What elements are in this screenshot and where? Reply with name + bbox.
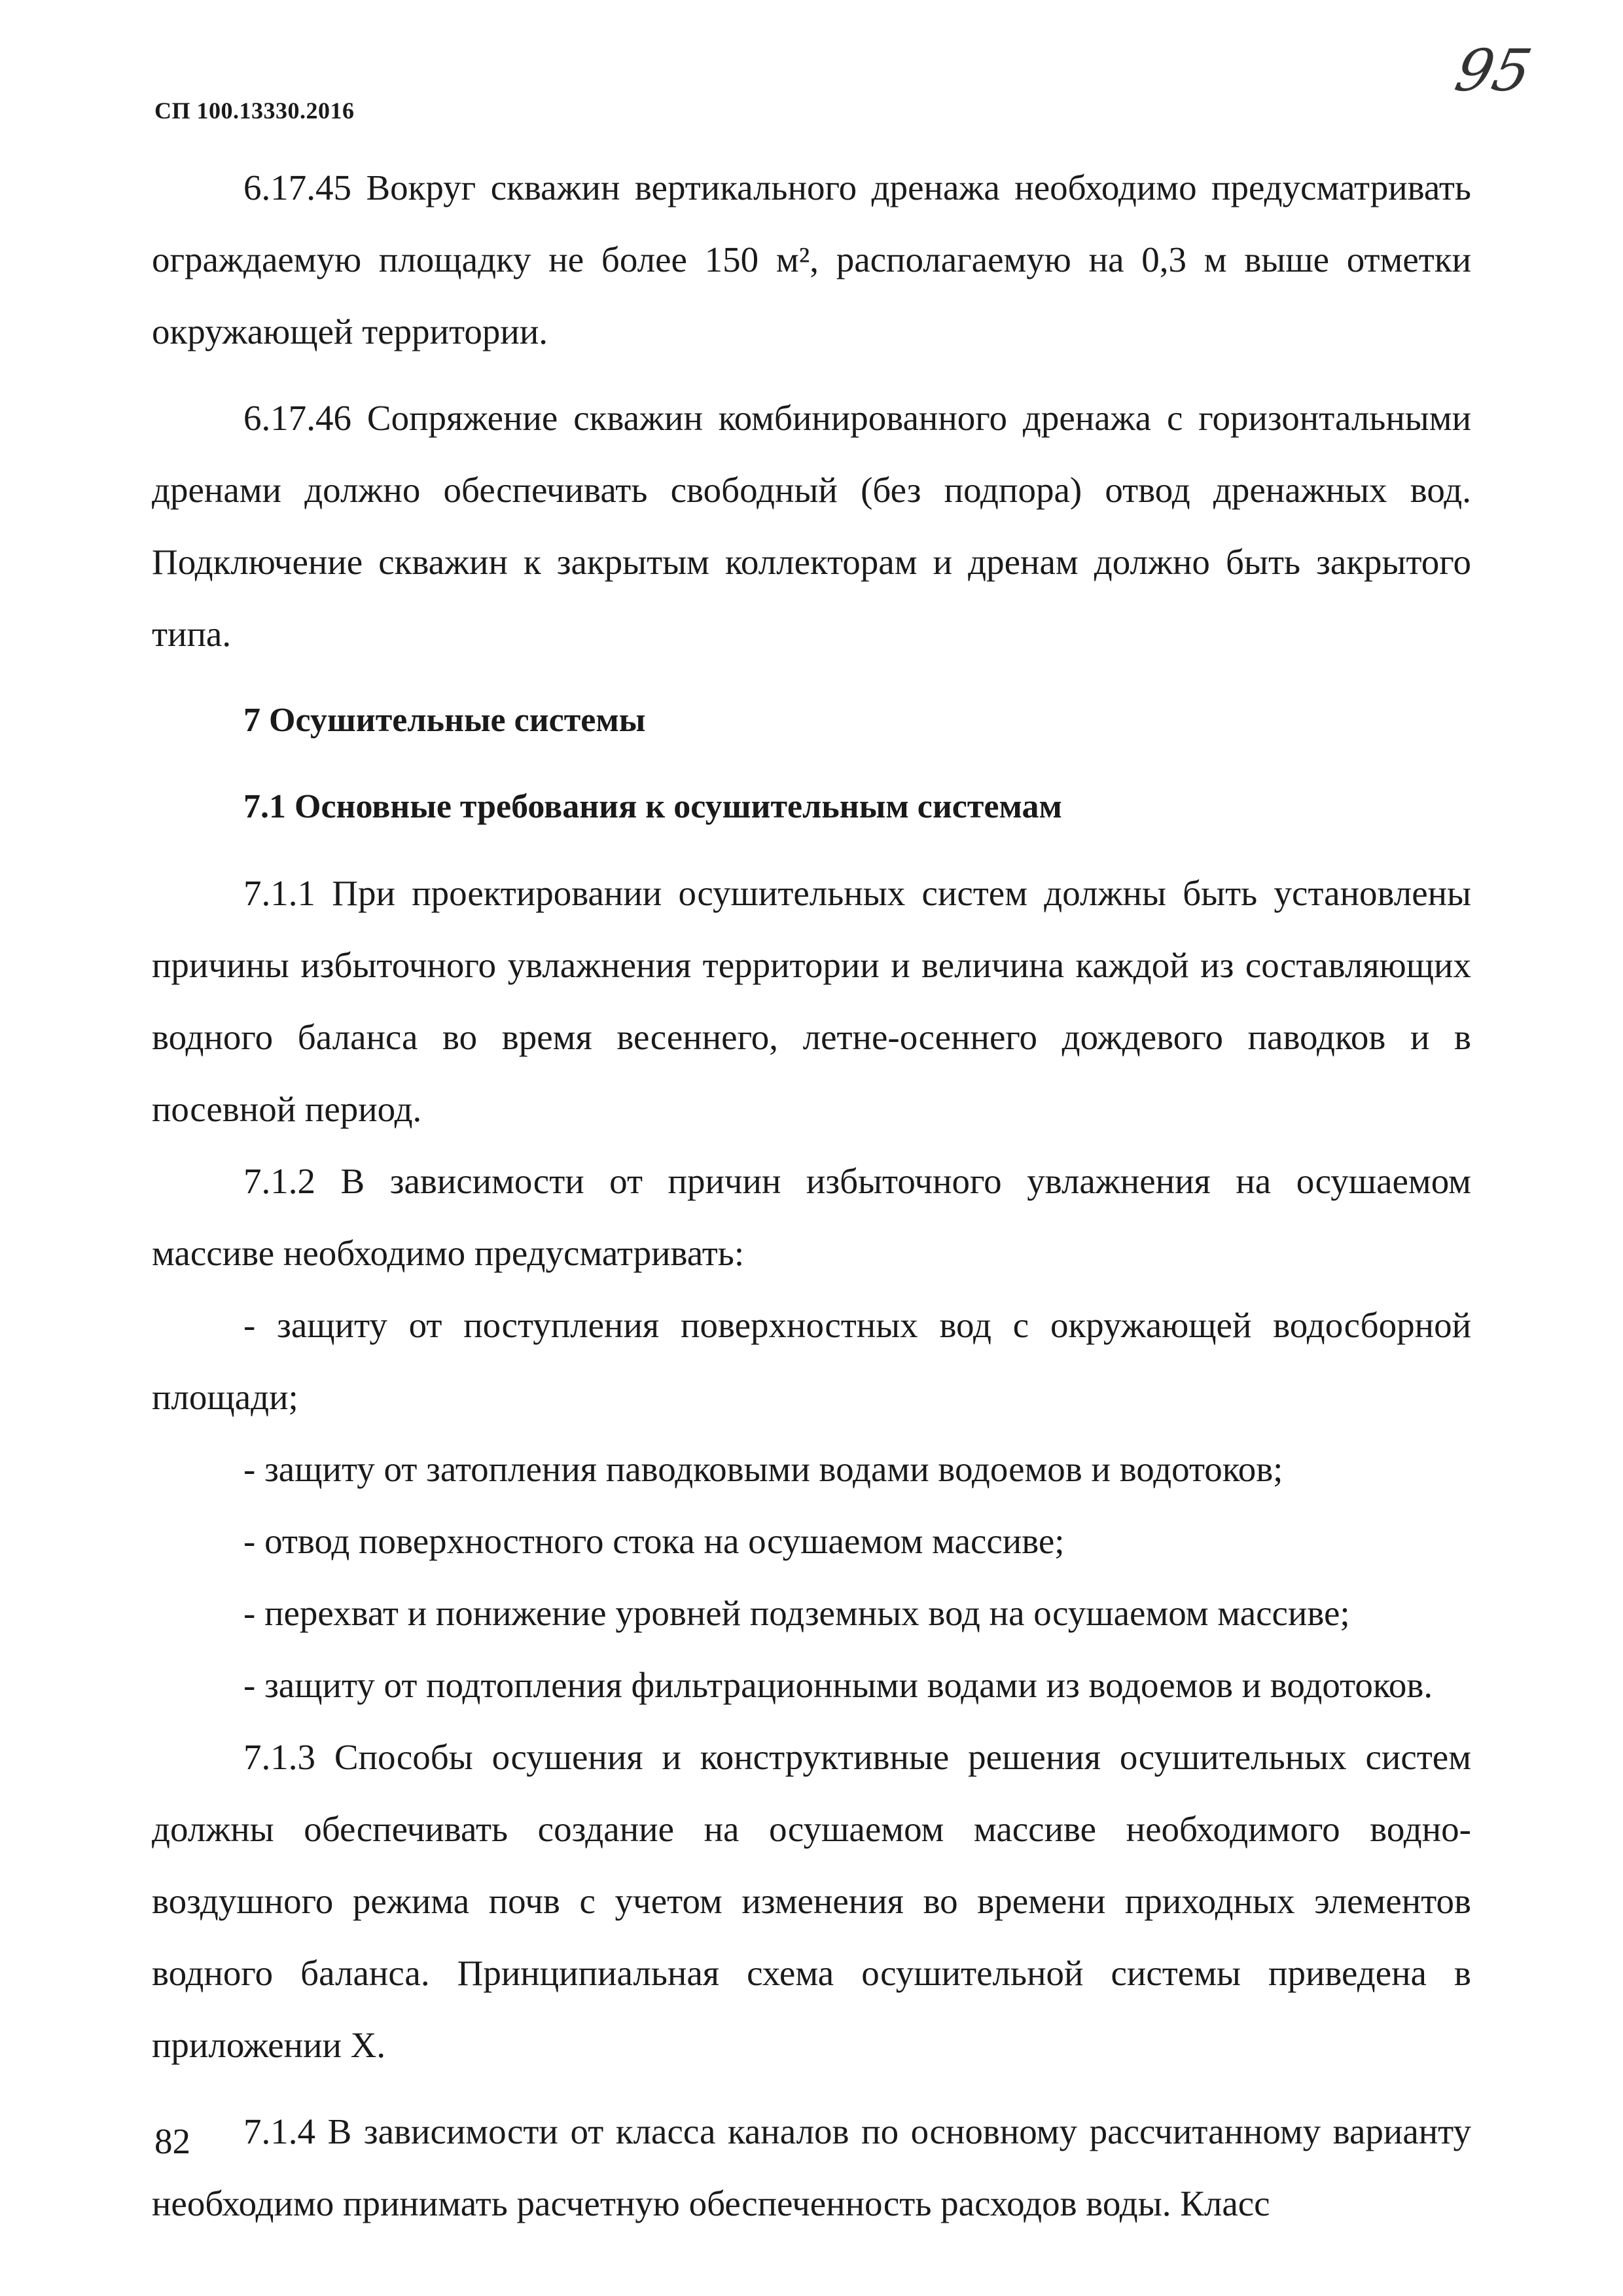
list-item: - защиту от поступления поверхностных вод с окружающей водосборной площади; (152, 1305, 1471, 1417)
list-item: - защиту от затопления паводковыми водами водоемов и водотоков; (243, 1449, 1283, 1489)
document-code: СП 100.13330.2016 (154, 98, 355, 124)
paragraph-6-17-45: 6.17.45 Вокруг скважин вертикального дренажа необходимо предусматривать ограждаемую площадку не более 150 м², располагаемую на 0,3 м выше отметки окружающей территории. (152, 168, 1471, 351)
section-heading: 7 Осушительные системы (243, 702, 646, 739)
page-body (152, 152, 1471, 2240)
list-item: - защиту от подтопления фильтрационными водами из водоемов и водотоков. (243, 1665, 1433, 1705)
clause-7-1-2: 7.1.2 В зависимости от причин избыточного увлажнения на осушаемом массиве необходимо предусматривать: (152, 1161, 1471, 1273)
clause-7-1-3: 7.1.3 Способы осушения и конструктивные решения осушительных систем должны обеспечивать создание на осушаемом массиве необходимого водно-воздушного режима почв с учетом изменения во времени приходных элементов водного баланса. Принципиальная схема осушительной системы приведена в приложении Х. (152, 1737, 1471, 2065)
clause-7-1-1: 7.1.1 При проектировании осушительных систем должны быть установлены причины избыточного увлажнения территории и величина каждой из составляющих водного баланса во время весеннего, летне-осеннего дождевого паводков и в посевной период. (152, 873, 1471, 1129)
page-number: 82 (154, 2121, 190, 2161)
list-item: - перехват и понижение уровней подземных вод на осушаемом массиве; (243, 1593, 1350, 1633)
list-item: - отвод поверхностного стока на осушаемом массиве; (243, 1521, 1065, 1561)
handwritten-page-number: 95 (1450, 37, 1537, 104)
clause-7-1-4: 7.1.4 В зависимости от класса каналов по основному рассчитанному варианту необходимо принимать расчетную обеспеченность расходов воды. Класс (152, 2111, 1471, 2223)
paragraph-6-17-46: 6.17.46 Сопряжение скважин комбинированного дренажа с горизонтальными дренами должно обеспечивать свободный (без подпора) отвод дренажных вод. Подключение скважин к закрытым коллекторам и дренам должно быть закрытого типа. (152, 398, 1471, 654)
subsection-heading: 7.1 Основные требования к осушительным системам (243, 788, 1062, 825)
